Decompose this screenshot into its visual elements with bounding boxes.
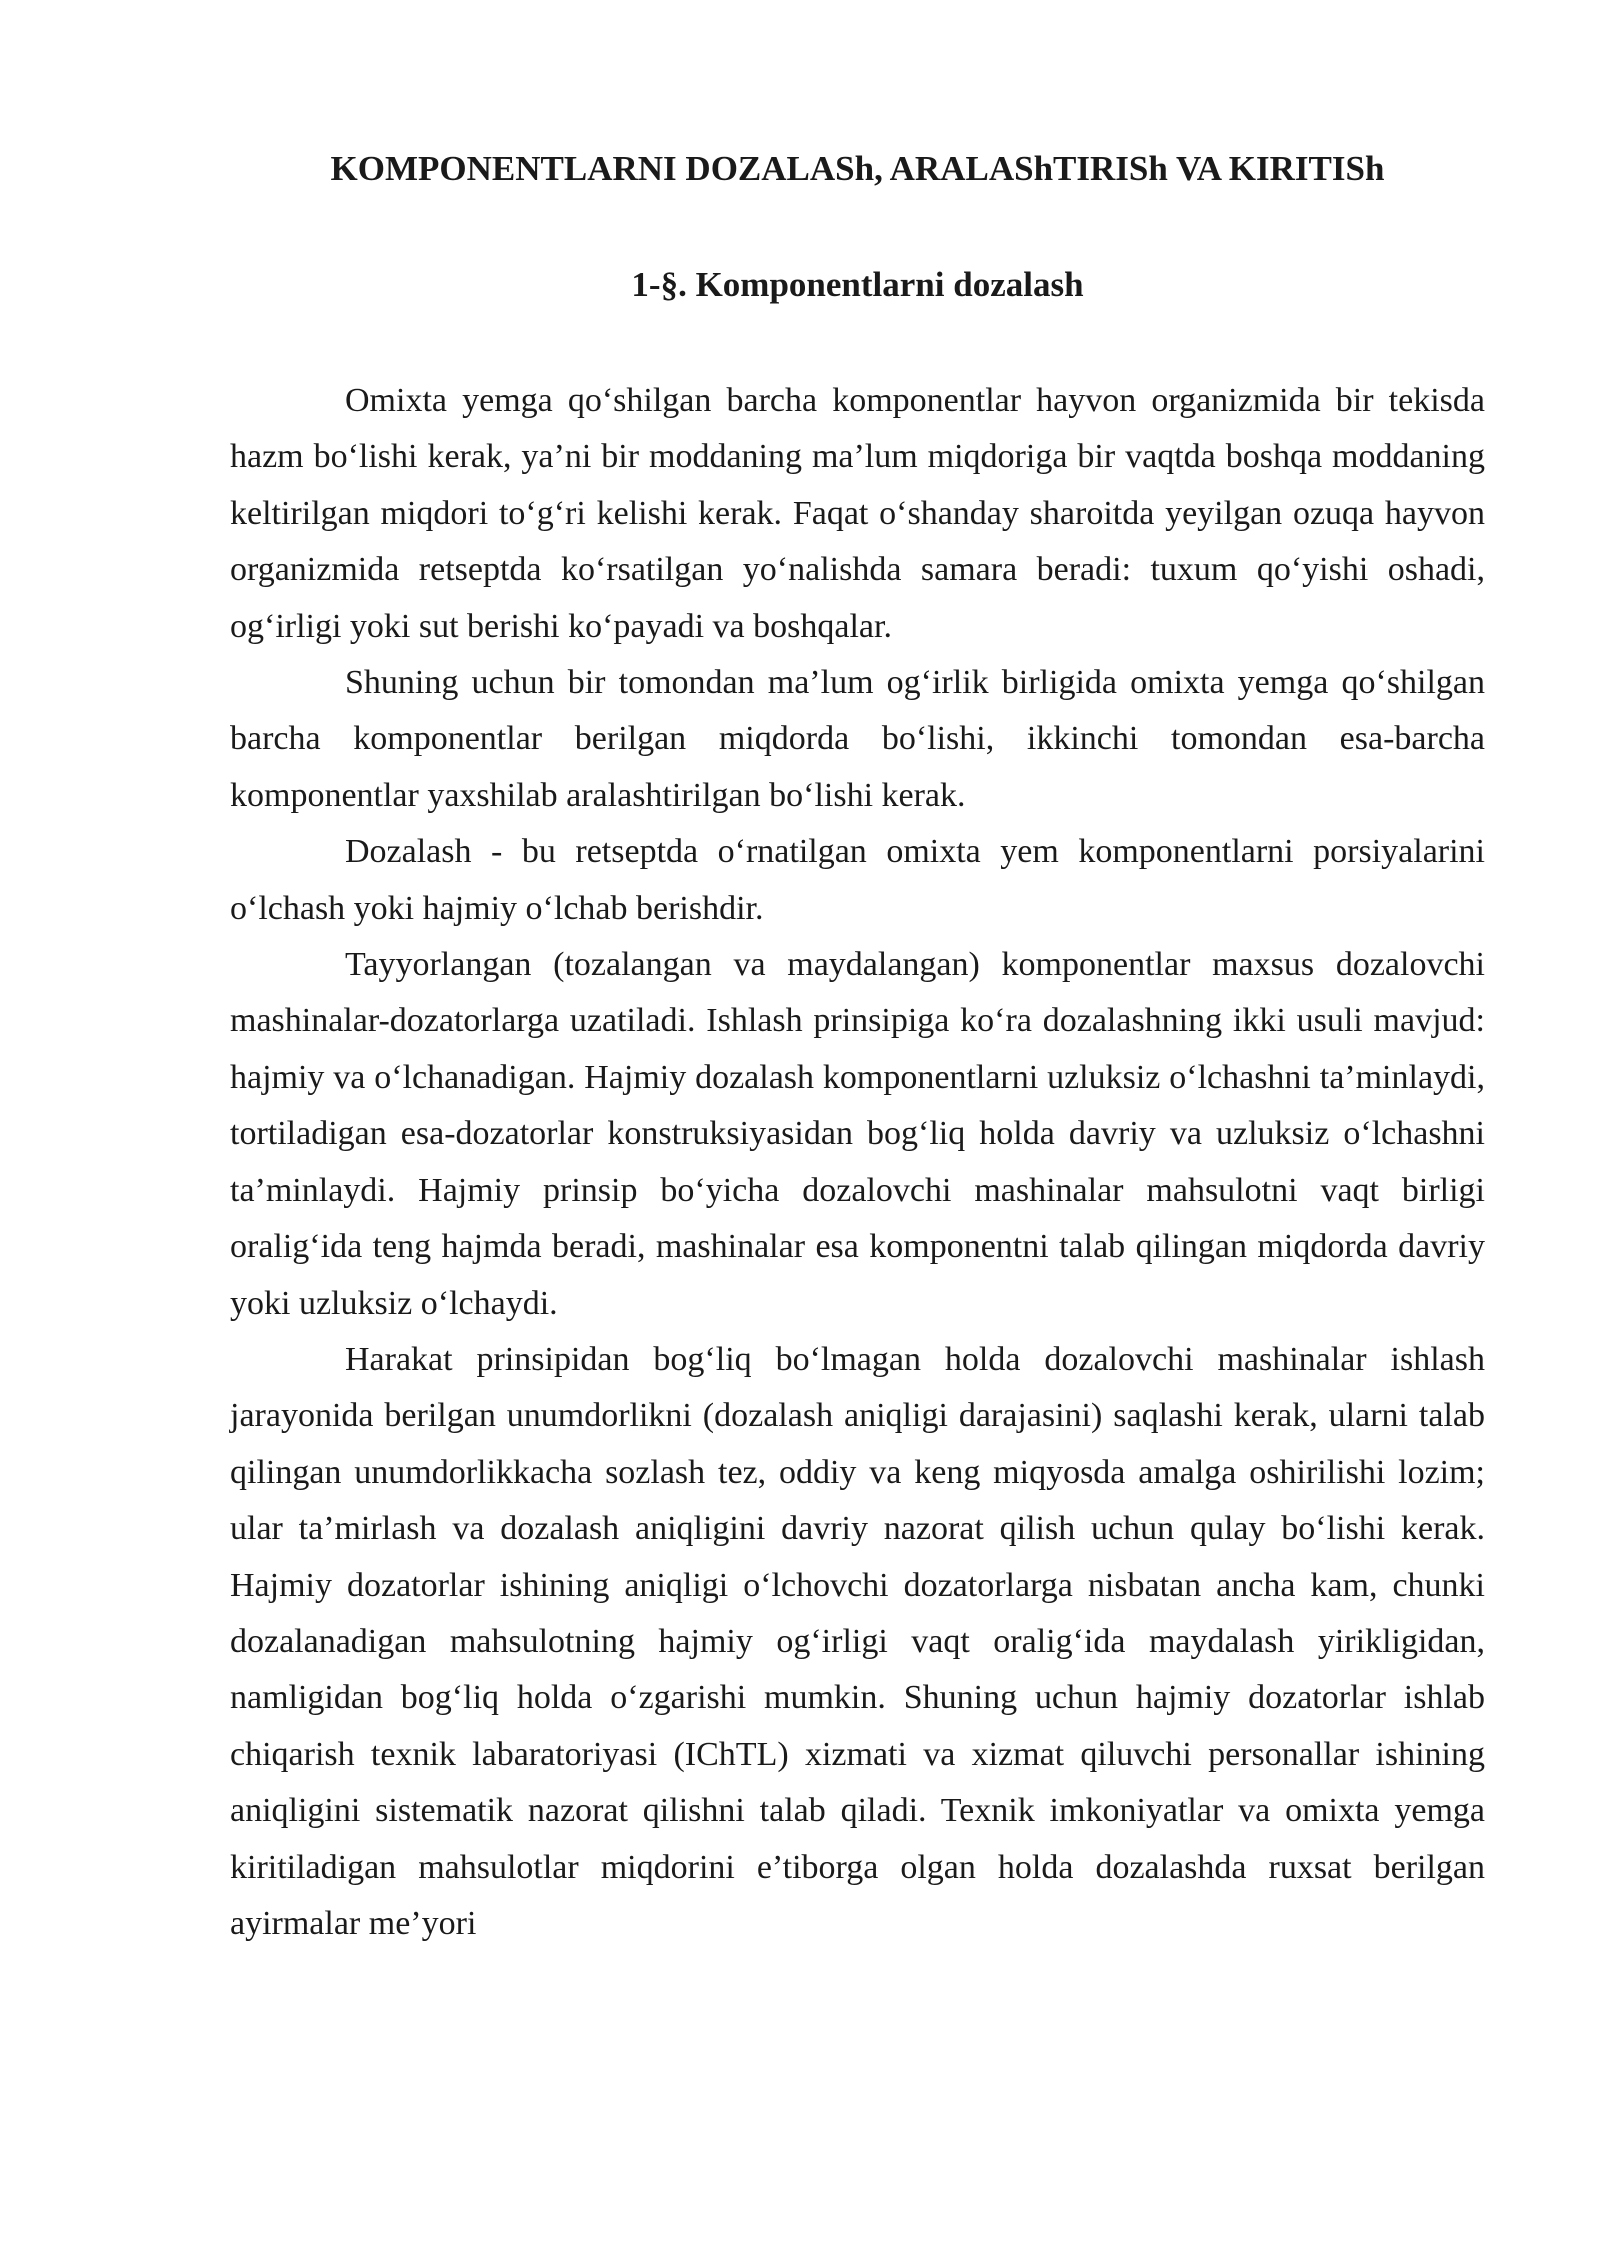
paragraph: Omixta yemga qo‘shilgan barcha komponentlar hayvon organizmida bir tekisda hazm bo‘lishi kerak, ya’ni bir moddaning ma’lum miqdoriga bir vaqtda boshqa moddaning keltirilgan miqdori to‘g‘ri kelishi kerak. Faqat o‘shanday sharoitda yeyilgan ozuqa hayvon organizmida retseptda ko‘rsatilgan yo‘nalishda samara beradi: tuxum qo‘yishi oshadi, og‘irligi yoki sut berishi ko‘payadi va boshqalar. — [230, 382, 1485, 645]
section-heading: 1-§. Komponentlarni dozalash — [631, 265, 1084, 304]
paragraph: Dozalash - bu retseptda o‘rnatilgan omixta yem komponentlarni porsiyalarini o‘lchash yoki hajmiy o‘lchab berishdir. — [230, 833, 1485, 927]
document-title: KOMPONENTLARNI DOZALASh, ARALAShTIRISh VA KIRITISh — [330, 149, 1385, 188]
paragraph: Shuning uchun bir tomondan ma’lum og‘irlik birligida omixta yemga qo‘shilgan barcha komponentlar berilgan miqdorda bo‘lishi, ikkinchi tomondan esa-barcha komponentlar yaxshilab aralashtirilgan bo‘lishi kerak. — [230, 664, 1485, 814]
paragraph: Tayyorlangan (tozalangan va maydalangan) komponentlar maxsus dozalovchi mashinalar-dozatorlarga uzatiladi. Ishlash prinsipiga ko‘ra dozalashning ikki usuli mavjud: hajmiy va o‘lchanadigan. Hajmiy dozalash komponentlarni uzluksiz o‘lchashni ta’minlaydi, tortiladigan esa-dozatorlar konstruksiyasidan bog‘liq holda davriy va uzluksiz o‘lchashni ta’minlaydi. Hajmiy prinsip bo‘yicha dozalovchi mashinalar mahsulotni vaqt birligi oralig‘ida teng hajmda beradi, mashinalar esa komponentni talab qilingan miqdorda davriy yoki uzluksiz o‘lchaydi. — [230, 946, 1485, 1322]
paragraph: Harakat prinsipidan bog‘liq bo‘lmagan holda dozalovchi mashinalar ishlash jarayonida berilgan unumdorlikni (dozalash aniqligi darajasini) saqlashi kerak, ularni talab qilingan unumdorlikkacha sozlash tez, oddiy va keng miqyosda amalga oshirilishi lozim; ular ta’mirlash va dozalash aniqligini davriy nazorat qilish uchun qulay bo‘lishi kerak. Hajmiy dozatorlar ishining aniqligi o‘lchovchi dozatorlarga nisbatan ancha kam, chunki dozalanadigan mahsulotning hajmiy og‘irligi vaqt oralig‘ida maydalash yirikligidan, namligidan bog‘liq holda o‘zgarishi mumkin. Shuning uchun hajmiy dozatorlar ishlab chiqarish texnik labaratoriyasi (IChTL) xizmati va xizmat qiluvchi personallar ishining aniqligini sistematik nazorat qilishni talab qiladi. Texnik imkoniyatlar va omixta yemga kiritiladigan mahsulotlar miqdorini e’tiborga olgan holda dozalashda ruxsat berilgan ayirmalar me’yori — [230, 1340, 1485, 1942]
body-text — [230, 373, 1485, 1952]
